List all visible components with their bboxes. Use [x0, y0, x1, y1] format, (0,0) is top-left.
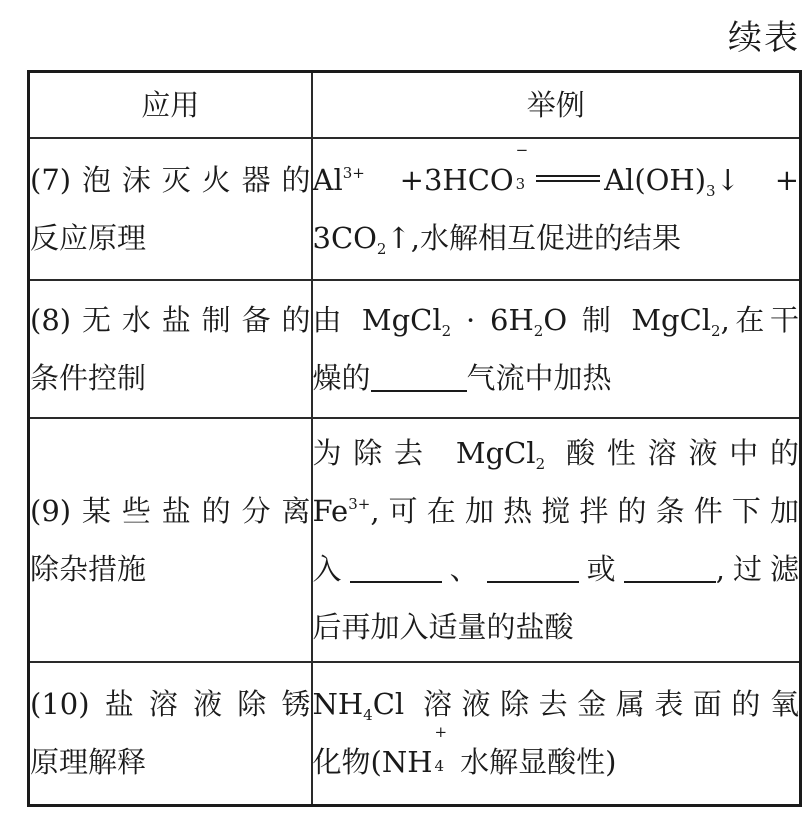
continued-table-label: 续表 [728, 18, 800, 58]
application-line: 除杂措施 [30, 552, 147, 586]
example-cell [312, 138, 801, 280]
fill-in-blank[interactable] [487, 557, 579, 583]
header-example: 举例 [312, 72, 801, 139]
application-line: (8)无水盐制备的 [30, 303, 311, 337]
table-row [29, 280, 801, 418]
example-line: $Fe^{3+}$,可在加热搅拌的条件下加 [312, 494, 799, 528]
hydrolysis-applications-table [27, 70, 802, 807]
example-line: 为除去 MgCl$_2$ 酸性溶液中的 [312, 436, 799, 473]
fill-in-blank[interactable] [624, 557, 716, 583]
fill-in-blank[interactable] [350, 557, 442, 583]
example-line: 化物(NH + 4 水解显酸性) [312, 723, 617, 780]
example-line: 由 MgCl$_2$ · $6H_2O$ 制 MgCl$_2$,在干 [312, 303, 799, 340]
table-row [29, 418, 801, 662]
application-cell [29, 138, 312, 280]
application-line: 反应原理 [30, 221, 147, 255]
example-cell [312, 662, 801, 805]
application-line: (7)泡沫灭火器的 [30, 163, 311, 197]
application-line: (10)盐溶液除锈 [30, 687, 311, 722]
equals-sign [536, 175, 600, 182]
application-line: (9)某些盐的分离 [30, 494, 311, 528]
application-line: 原理解释 [30, 745, 147, 780]
table-row [29, 662, 801, 805]
table-row [29, 138, 801, 280]
example-line: $3CO_2↑$,水解相互促进的结果 [312, 221, 681, 258]
example-line: 后再加入适量的盐酸 [312, 610, 574, 644]
table-header-row [29, 72, 801, 139]
application-line: 条件控制 [30, 361, 147, 395]
example-line: 入 、 或 ,过滤 [312, 552, 799, 586]
fill-in-blank[interactable] [371, 366, 467, 392]
application-cell [29, 418, 312, 662]
application-cell [29, 662, 312, 805]
example-line: 燥的 气流中加热 [312, 361, 612, 395]
example-line: $NH_4Cl$ 溶液除去金属表面的氧 [312, 687, 799, 725]
example-line: $Al^{3+} +3HCO$ − 3 $Al(OH)_3↓$ + [312, 141, 800, 200]
example-cell [312, 280, 801, 418]
example-cell [312, 418, 801, 662]
application-cell [29, 280, 312, 418]
header-application: 应用 [29, 72, 312, 139]
